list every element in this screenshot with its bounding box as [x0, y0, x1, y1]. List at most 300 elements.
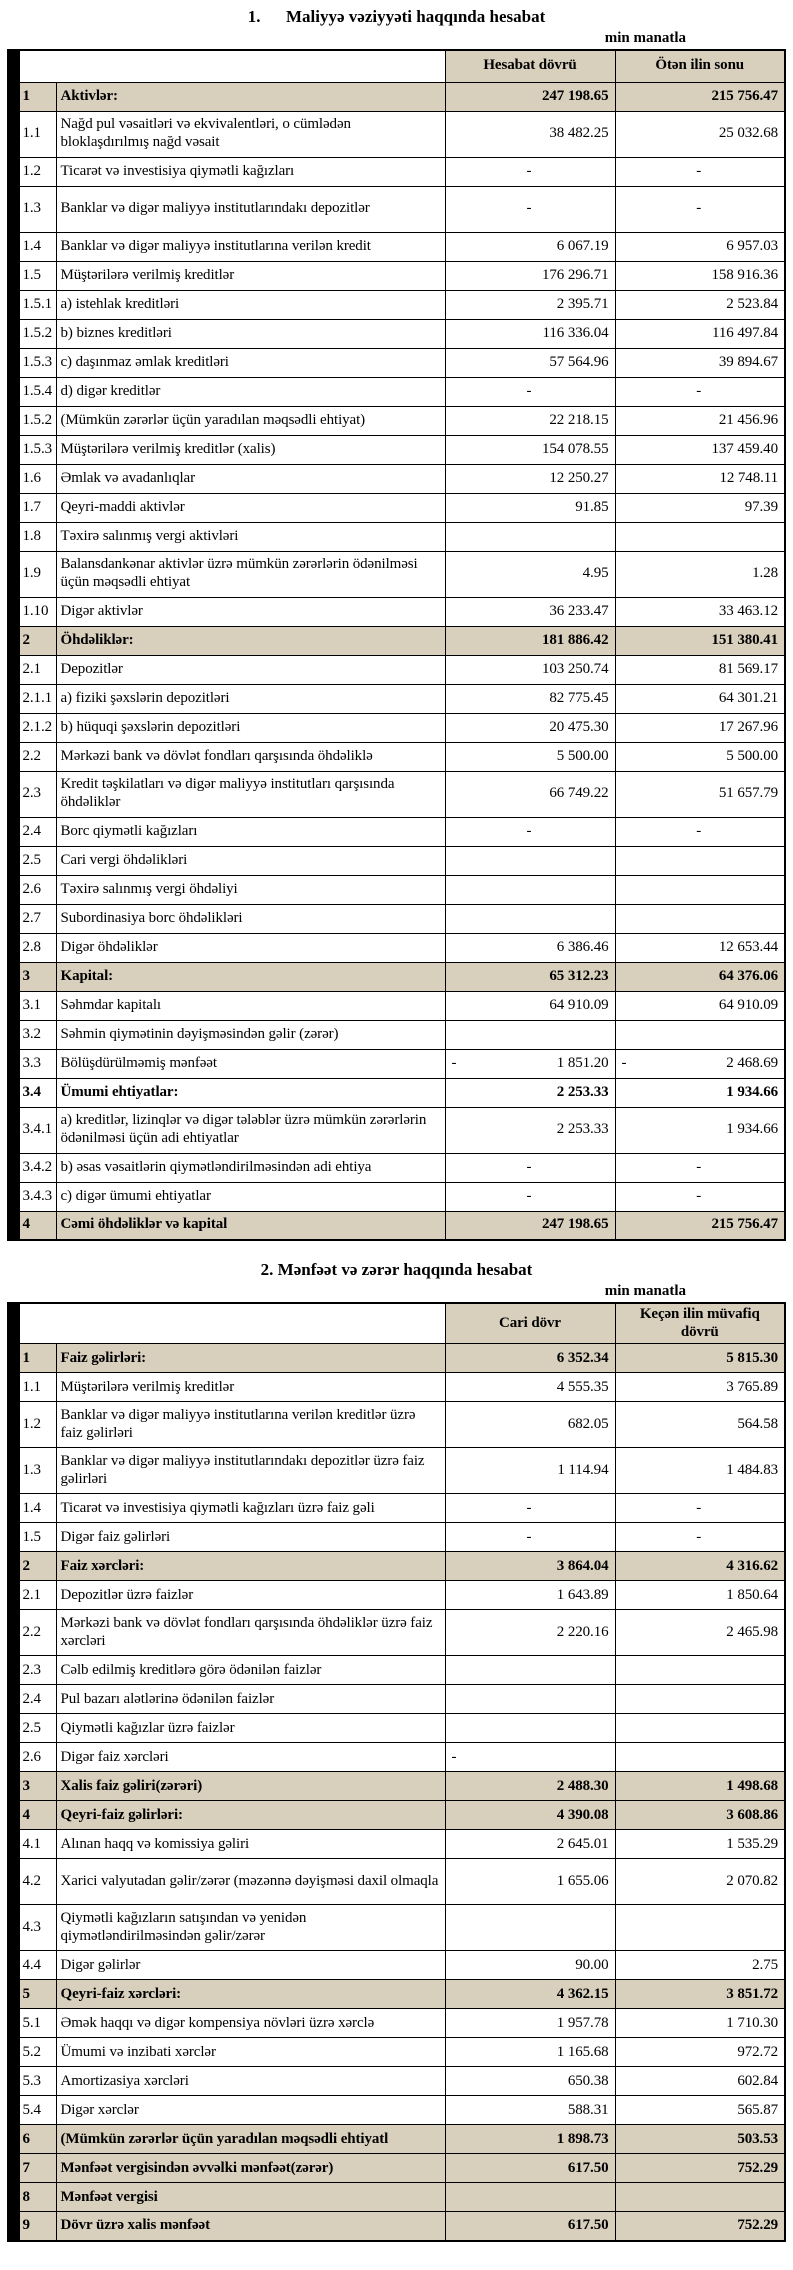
value-previous-period: 1 710.30 — [615, 2009, 785, 2038]
table-row — [8, 551, 785, 597]
row-label: Qiymətli kağızların satışından və yenidən qiymətləndirilməsindən gəlir/zərər — [56, 1905, 445, 1951]
row-strip — [8, 1344, 19, 1373]
value-current-period: 2 220.16 — [445, 1610, 615, 1656]
row-number: 7 — [19, 2154, 56, 2183]
value-previous-period: 64 910.09 — [615, 991, 785, 1020]
value-current-period: 2 488.30 — [445, 1772, 615, 1801]
value-previous-period: 12 748.11 — [615, 464, 785, 493]
row-label: Cəlb edilmiş kreditlərə görə ödənilən faizlər — [56, 1656, 445, 1685]
table-row — [8, 1078, 785, 1107]
row-strip — [8, 1685, 19, 1714]
row-label: Cəmi öhdəliklər və kapital — [56, 1211, 445, 1240]
row-label: Amortizasiya xərcləri — [56, 2067, 445, 2096]
value-previous-period — [615, 1905, 785, 1951]
row-number: 3 — [19, 962, 56, 991]
table-row — [8, 2154, 785, 2183]
table-row — [8, 1581, 785, 1610]
value-current-period: 682.05 — [445, 1402, 615, 1448]
value-previous-period: 64 301.21 — [615, 684, 785, 713]
row-label: Banklar və digər maliyyə institutlarındakı depozitlər — [56, 186, 445, 232]
table-row — [8, 962, 785, 991]
row-label: a) fiziki şəxslərin depozitləri — [56, 684, 445, 713]
row-label: Borc qiymətli kağızları — [56, 817, 445, 846]
row-strip — [8, 846, 19, 875]
column-header-reporting-period: Hesabat dövrü — [445, 50, 615, 82]
value-current-period: 22 218.15 — [445, 406, 615, 435]
table-row — [8, 261, 785, 290]
value-current-period — [445, 1905, 615, 1951]
row-number: 2.5 — [19, 1714, 56, 1743]
value-previous-period: 5 500.00 — [615, 742, 785, 771]
value-previous-period: 51 657.79 — [615, 771, 785, 817]
table-row — [8, 1980, 785, 2009]
value-previous-period: - — [615, 1523, 785, 1552]
row-label: Digər faiz xərcləri — [56, 1743, 445, 1772]
value-previous-period: 6 957.03 — [615, 232, 785, 261]
table-row — [8, 1153, 785, 1182]
value-current-period: - — [445, 817, 615, 846]
row-number: 4 — [19, 1211, 56, 1240]
row-label: Təxirə salınmış vergi öhdəliyi — [56, 875, 445, 904]
row-label: Depozitlər — [56, 655, 445, 684]
row-strip — [8, 1373, 19, 1402]
row-label: Əmək haqqı və digər kompensiya növləri üzrə xərclə — [56, 2009, 445, 2038]
row-strip — [8, 1610, 19, 1656]
row-number: 2.4 — [19, 1685, 56, 1714]
value-previous-period: 1 484.83 — [615, 1448, 785, 1494]
row-strip — [8, 1905, 19, 1951]
row-strip — [8, 962, 19, 991]
table-row — [8, 742, 785, 771]
table-row — [8, 933, 785, 962]
row-label: Müştərilərə verilmiş kreditlər — [56, 261, 445, 290]
row-number: 1.5.3 — [19, 435, 56, 464]
row-number: 4 — [19, 1801, 56, 1830]
table-row — [8, 1049, 785, 1078]
row-strip — [8, 1830, 19, 1859]
row-number: 1.5.4 — [19, 377, 56, 406]
value-previous-period: - — [615, 817, 785, 846]
value-previous-period: 4 316.62 — [615, 1552, 785, 1581]
row-strip — [8, 655, 19, 684]
value-previous-period: 137 459.40 — [615, 435, 785, 464]
table-row — [8, 82, 785, 111]
value-previous-period: 3 608.86 — [615, 1801, 785, 1830]
row-label: (Mümkün zərərlər üçün yaradılan məqsədli ehtiyat) — [56, 406, 445, 435]
value-current-period: 247 198.65 — [445, 1211, 615, 1240]
table-row — [8, 846, 785, 875]
row-strip — [8, 742, 19, 771]
value-current-period: 4 390.08 — [445, 1801, 615, 1830]
row-number: 2.1 — [19, 1581, 56, 1610]
row-strip — [8, 493, 19, 522]
value-current-period: - — [445, 1182, 615, 1211]
row-label: Ticarət və investisiya qiymətli kağızları üzrə faiz gəli — [56, 1494, 445, 1523]
column-header-previous-year-end: Ötən ilin sonu — [615, 50, 785, 82]
value-current-period: 176 296.71 — [445, 261, 615, 290]
table-row — [8, 875, 785, 904]
row-number: 1.3 — [19, 1448, 56, 1494]
row-strip — [8, 348, 19, 377]
table-header-row — [8, 1303, 785, 1344]
row-strip — [8, 2183, 19, 2212]
table-row — [8, 1373, 785, 1402]
table-row — [8, 1859, 785, 1905]
value-current-period — [445, 904, 615, 933]
table-row — [8, 2067, 785, 2096]
table-row — [8, 713, 785, 742]
value-current-period: 36 233.47 — [445, 597, 615, 626]
row-label: Mərkəzi bank və dövlət fondları qarşısında öhdəliklə — [56, 742, 445, 771]
row-strip — [8, 111, 19, 157]
value-previous-period — [615, 1020, 785, 1049]
value-previous-period: 752.29 — [615, 2154, 785, 2183]
row-label: b) hüquqi şəxslərin depozitləri — [56, 713, 445, 742]
row-label: Əmlak və avadanlıqlar — [56, 464, 445, 493]
row-number: 5 — [19, 1980, 56, 2009]
row-label: Qeyri-maddi aktivlər — [56, 493, 445, 522]
value-current-period: - — [445, 1494, 615, 1523]
value-current-period: 64 910.09 — [445, 991, 615, 1020]
row-strip — [8, 1402, 19, 1448]
value-current-period: 6 386.46 — [445, 933, 615, 962]
row-strip — [8, 1951, 19, 1980]
row-label: Qeyri-faiz gəlirləri: — [56, 1801, 445, 1830]
value-previous-period: - — [615, 186, 785, 232]
row-strip — [8, 232, 19, 261]
value-current-period — [445, 1656, 615, 1685]
value-previous-period: 752.29 — [615, 2212, 785, 2241]
table-row — [8, 684, 785, 713]
value-previous-period: 81 569.17 — [615, 655, 785, 684]
table-row — [8, 319, 785, 348]
table-row — [8, 655, 785, 684]
row-strip — [8, 406, 19, 435]
value-current-period: 4.95 — [445, 551, 615, 597]
balance-sheet-report — [7, 4, 786, 1241]
table-row — [8, 522, 785, 551]
row-number: 1.5.3 — [19, 348, 56, 377]
row-strip — [8, 435, 19, 464]
row-strip — [8, 2038, 19, 2067]
value-current-period: - — [445, 1743, 615, 1772]
table-row — [8, 597, 785, 626]
value-current-period: - — [445, 1153, 615, 1182]
report-title: 2. Mənfəət və zərər haqqında hesabat — [260, 1260, 533, 1279]
value-previous-period: 2 465.98 — [615, 1610, 785, 1656]
value-current-period: 5 500.00 — [445, 742, 615, 771]
row-label: c) digər ümumi ehtiyatlar — [56, 1182, 445, 1211]
row-label: Banklar və digər maliyyə institutlarına verilən kreditlər üzrə faiz gəlirləri — [56, 1402, 445, 1448]
value-previous-period — [615, 846, 785, 875]
row-label: Nağd pul vəsaitləri və ekvivalentləri, o cümlədən bloklaşdırılmış nağd vəsait — [56, 111, 445, 157]
row-strip — [8, 551, 19, 597]
row-label: b) əsas vəsaitlərin qiymətləndirilməsindən adi ehtiya — [56, 1153, 445, 1182]
table-row — [8, 1494, 785, 1523]
value-previous-period: 33 463.12 — [615, 597, 785, 626]
profit-loss-report — [7, 1257, 786, 2242]
row-strip — [8, 1859, 19, 1905]
row-label: Səhmdar kapitalı — [56, 991, 445, 1020]
value-previous-period: 39 894.67 — [615, 348, 785, 377]
value-previous-period: 2 070.82 — [615, 1859, 785, 1905]
value-current-period — [445, 522, 615, 551]
row-number: 2.5 — [19, 846, 56, 875]
table-row — [8, 2096, 785, 2125]
row-label: Banklar və digər maliyyə institutlarına verilən kredit — [56, 232, 445, 261]
value-current-period: 65 312.23 — [445, 962, 615, 991]
row-label: Ümumi və inzibati xərclər — [56, 2038, 445, 2067]
table-row — [8, 493, 785, 522]
value-previous-period — [615, 1743, 785, 1772]
row-label: Faiz gəlirləri: — [56, 1344, 445, 1373]
row-strip — [8, 1552, 19, 1581]
value-previous-period: - — [615, 377, 785, 406]
row-number: 2.7 — [19, 904, 56, 933]
table-row — [8, 1182, 785, 1211]
value-current-period: - — [445, 377, 615, 406]
row-label: Dövr üzrə xalis mənfəət — [56, 2212, 445, 2241]
row-number: 1.6 — [19, 464, 56, 493]
table-row — [8, 817, 785, 846]
table-row — [8, 1801, 785, 1830]
row-label: Pul bazarı alətlərinə ödənilən faizlər — [56, 1685, 445, 1714]
row-label: d) digər kreditlər — [56, 377, 445, 406]
value-current-period: 20 475.30 — [445, 713, 615, 742]
value-current-period: 1 655.06 — [445, 1859, 615, 1905]
row-label: Digər gəlirlər — [56, 1951, 445, 1980]
value-previous-period: 21 456.96 — [615, 406, 785, 435]
row-label: Müştərilərə verilmiş kreditlər — [56, 1373, 445, 1402]
row-number: 1.4 — [19, 1494, 56, 1523]
row-strip — [8, 1801, 19, 1830]
row-label: Depozitlər üzrə faizlər — [56, 1581, 445, 1610]
row-number: 3.4.1 — [19, 1107, 56, 1153]
value-previous-period: 1 535.29 — [615, 1830, 785, 1859]
row-number: 2.2 — [19, 1610, 56, 1656]
row-number: 5.4 — [19, 2096, 56, 2125]
row-number: 1.9 — [19, 551, 56, 597]
row-number: 1.2 — [19, 157, 56, 186]
row-number: 5.3 — [19, 2067, 56, 2096]
table-row — [8, 290, 785, 319]
row-strip — [8, 1107, 19, 1153]
value-previous-period: 17 267.96 — [615, 713, 785, 742]
value-previous-period: 1 498.68 — [615, 1772, 785, 1801]
value-current-period: 66 749.22 — [445, 771, 615, 817]
row-number: 3.1 — [19, 991, 56, 1020]
row-strip — [8, 1153, 19, 1182]
value-previous-period — [615, 2183, 785, 2212]
value-previous-period: 12 653.44 — [615, 933, 785, 962]
table-row — [8, 111, 785, 157]
row-strip — [8, 1020, 19, 1049]
unit-label: min manatla — [604, 30, 686, 46]
row-label: Səhmin qiymətinin dəyişməsindən gəlir (zərər) — [56, 1020, 445, 1049]
value-previous-period: 503.53 — [615, 2125, 785, 2154]
value-current-period: 4 362.15 — [445, 1980, 615, 2009]
row-label: Kredit təşkilatları və digər maliyyə institutları qarşısında öhdəliklər — [56, 771, 445, 817]
left-strip — [8, 1303, 19, 1344]
row-strip — [8, 713, 19, 742]
value-current-period: 4 555.35 — [445, 1373, 615, 1402]
row-number: 1.3 — [19, 186, 56, 232]
row-label: Digər xərclər — [56, 2096, 445, 2125]
row-strip — [8, 1714, 19, 1743]
value-previous-period — [615, 1685, 785, 1714]
value-current-period: - 1 851.20 — [445, 1049, 615, 1078]
row-number: 3.2 — [19, 1020, 56, 1049]
row-number: 1 — [19, 82, 56, 111]
value-previous-period: - — [615, 157, 785, 186]
value-current-period: 2 253.33 — [445, 1078, 615, 1107]
row-strip — [8, 1448, 19, 1494]
row-strip — [8, 1772, 19, 1801]
row-label: Öhdəliklər: — [56, 626, 445, 655]
table-row — [8, 1951, 785, 1980]
row-label: Kapital: — [56, 962, 445, 991]
row-label: Cari vergi öhdəlikləri — [56, 846, 445, 875]
row-number: 1.1 — [19, 1373, 56, 1402]
value-previous-period: 25 032.68 — [615, 111, 785, 157]
row-strip — [8, 464, 19, 493]
value-previous-period: 602.84 — [615, 2067, 785, 2096]
row-label: Müştərilərə verilmiş kreditlər (xalis) — [56, 435, 445, 464]
value-previous-period: 1.28 — [615, 551, 785, 597]
table-row — [8, 2212, 785, 2241]
row-strip — [8, 1182, 19, 1211]
row-label: Subordinasiya borc öhdəlikləri — [56, 904, 445, 933]
row-label: Banklar və digər maliyyə institutlarındakı depozitlər üzrə faiz gəlirləri — [56, 1448, 445, 1494]
row-label: Təxirə salınmış vergi aktivləri — [56, 522, 445, 551]
row-strip — [8, 1078, 19, 1107]
row-number: 2.1.2 — [19, 713, 56, 742]
value-previous-period — [615, 875, 785, 904]
value-current-period — [445, 875, 615, 904]
row-number: 9 — [19, 2212, 56, 2241]
row-strip — [8, 2125, 19, 2154]
row-strip — [8, 2154, 19, 2183]
row-strip — [8, 875, 19, 904]
row-number: 1.7 — [19, 493, 56, 522]
row-strip — [8, 1211, 19, 1240]
value-current-period: 2 395.71 — [445, 290, 615, 319]
value-current-period: 2 253.33 — [445, 1107, 615, 1153]
row-strip — [8, 626, 19, 655]
value-current-period: 617.50 — [445, 2212, 615, 2241]
table-row — [8, 1610, 785, 1656]
value-current-period — [445, 1714, 615, 1743]
value-previous-period — [615, 904, 785, 933]
row-strip — [8, 157, 19, 186]
value-previous-period: 215 756.47 — [615, 1211, 785, 1240]
table-row — [8, 1448, 785, 1494]
row-number: 4.2 — [19, 1859, 56, 1905]
row-number: 1.5.1 — [19, 290, 56, 319]
row-number: 2.1.1 — [19, 684, 56, 713]
row-number: 1.5.2 — [19, 406, 56, 435]
value-current-period: 91.85 — [445, 493, 615, 522]
row-label: Ümumi ehtiyatlar: — [56, 1078, 445, 1107]
table-row — [8, 1743, 785, 1772]
value-previous-period: 565.87 — [615, 2096, 785, 2125]
row-strip — [8, 319, 19, 348]
row-label: c) daşınmaz əmlak kreditləri — [56, 348, 445, 377]
row-number: 2.6 — [19, 875, 56, 904]
row-number: 1.5 — [19, 261, 56, 290]
row-label: Mənfəət vergisindən əvvəlki mənfəət(zərər) — [56, 2154, 445, 2183]
row-number: 3.3 — [19, 1049, 56, 1078]
row-label: b) biznes kreditləri — [56, 319, 445, 348]
value-previous-period: 972.72 — [615, 2038, 785, 2067]
balance-sheet-table — [7, 49, 786, 1241]
table-row — [8, 626, 785, 655]
value-previous-period: 215 756.47 — [615, 82, 785, 111]
row-strip — [8, 82, 19, 111]
value-previous-period: - — [615, 1153, 785, 1182]
value-previous-period — [615, 522, 785, 551]
value-current-period: 6 352.34 — [445, 1344, 615, 1373]
value-current-period: 38 482.25 — [445, 111, 615, 157]
table-row — [8, 348, 785, 377]
row-strip — [8, 290, 19, 319]
value-current-period: 57 564.96 — [445, 348, 615, 377]
table-row — [8, 406, 785, 435]
table-row — [8, 186, 785, 232]
row-strip — [8, 1523, 19, 1552]
row-strip — [8, 1980, 19, 2009]
table-row — [8, 1107, 785, 1153]
row-label: Xalis faiz gəliri(zərəri) — [56, 1772, 445, 1801]
value-current-period: 3 864.04 — [445, 1552, 615, 1581]
row-strip — [8, 2096, 19, 2125]
row-label: (Mümkün zərərlər üçün yaradılan məqsədli ehtiyatl — [56, 2125, 445, 2154]
table-row — [8, 1552, 785, 1581]
value-current-period: 103 250.74 — [445, 655, 615, 684]
value-previous-period: - — [615, 1182, 785, 1211]
value-current-period: 154 078.55 — [445, 435, 615, 464]
row-strip — [8, 771, 19, 817]
value-previous-period: 1 934.66 — [615, 1107, 785, 1153]
table-header-row — [8, 50, 785, 82]
profit-loss-table — [7, 1302, 786, 2242]
value-current-period: 2 645.01 — [445, 1830, 615, 1859]
table-row — [8, 771, 785, 817]
value-previous-period: 5 815.30 — [615, 1344, 785, 1373]
table-row — [8, 1905, 785, 1951]
value-current-period: 82 775.45 — [445, 684, 615, 713]
value-previous-period: 1 934.66 — [615, 1078, 785, 1107]
value-current-period: 1 165.68 — [445, 2038, 615, 2067]
column-header-current-period: Cari dövr — [445, 1303, 615, 1344]
row-number: 2.4 — [19, 817, 56, 846]
value-current-period — [445, 846, 615, 875]
value-current-period — [445, 1020, 615, 1049]
row-number: 2.2 — [19, 742, 56, 771]
row-label: Digər aktivlər — [56, 597, 445, 626]
value-previous-period: 3 851.72 — [615, 1980, 785, 2009]
row-strip — [8, 2212, 19, 2241]
row-strip — [8, 1743, 19, 1772]
value-current-period: 181 886.42 — [445, 626, 615, 655]
value-previous-period — [615, 1714, 785, 1743]
value-previous-period: 151 380.41 — [615, 626, 785, 655]
header-spacer — [19, 1303, 445, 1344]
value-previous-period: 2.75 — [615, 1951, 785, 1980]
row-number: 2.3 — [19, 771, 56, 817]
row-number: 1 — [19, 1344, 56, 1373]
row-label: Qeyri-faiz xərcləri: — [56, 1980, 445, 2009]
